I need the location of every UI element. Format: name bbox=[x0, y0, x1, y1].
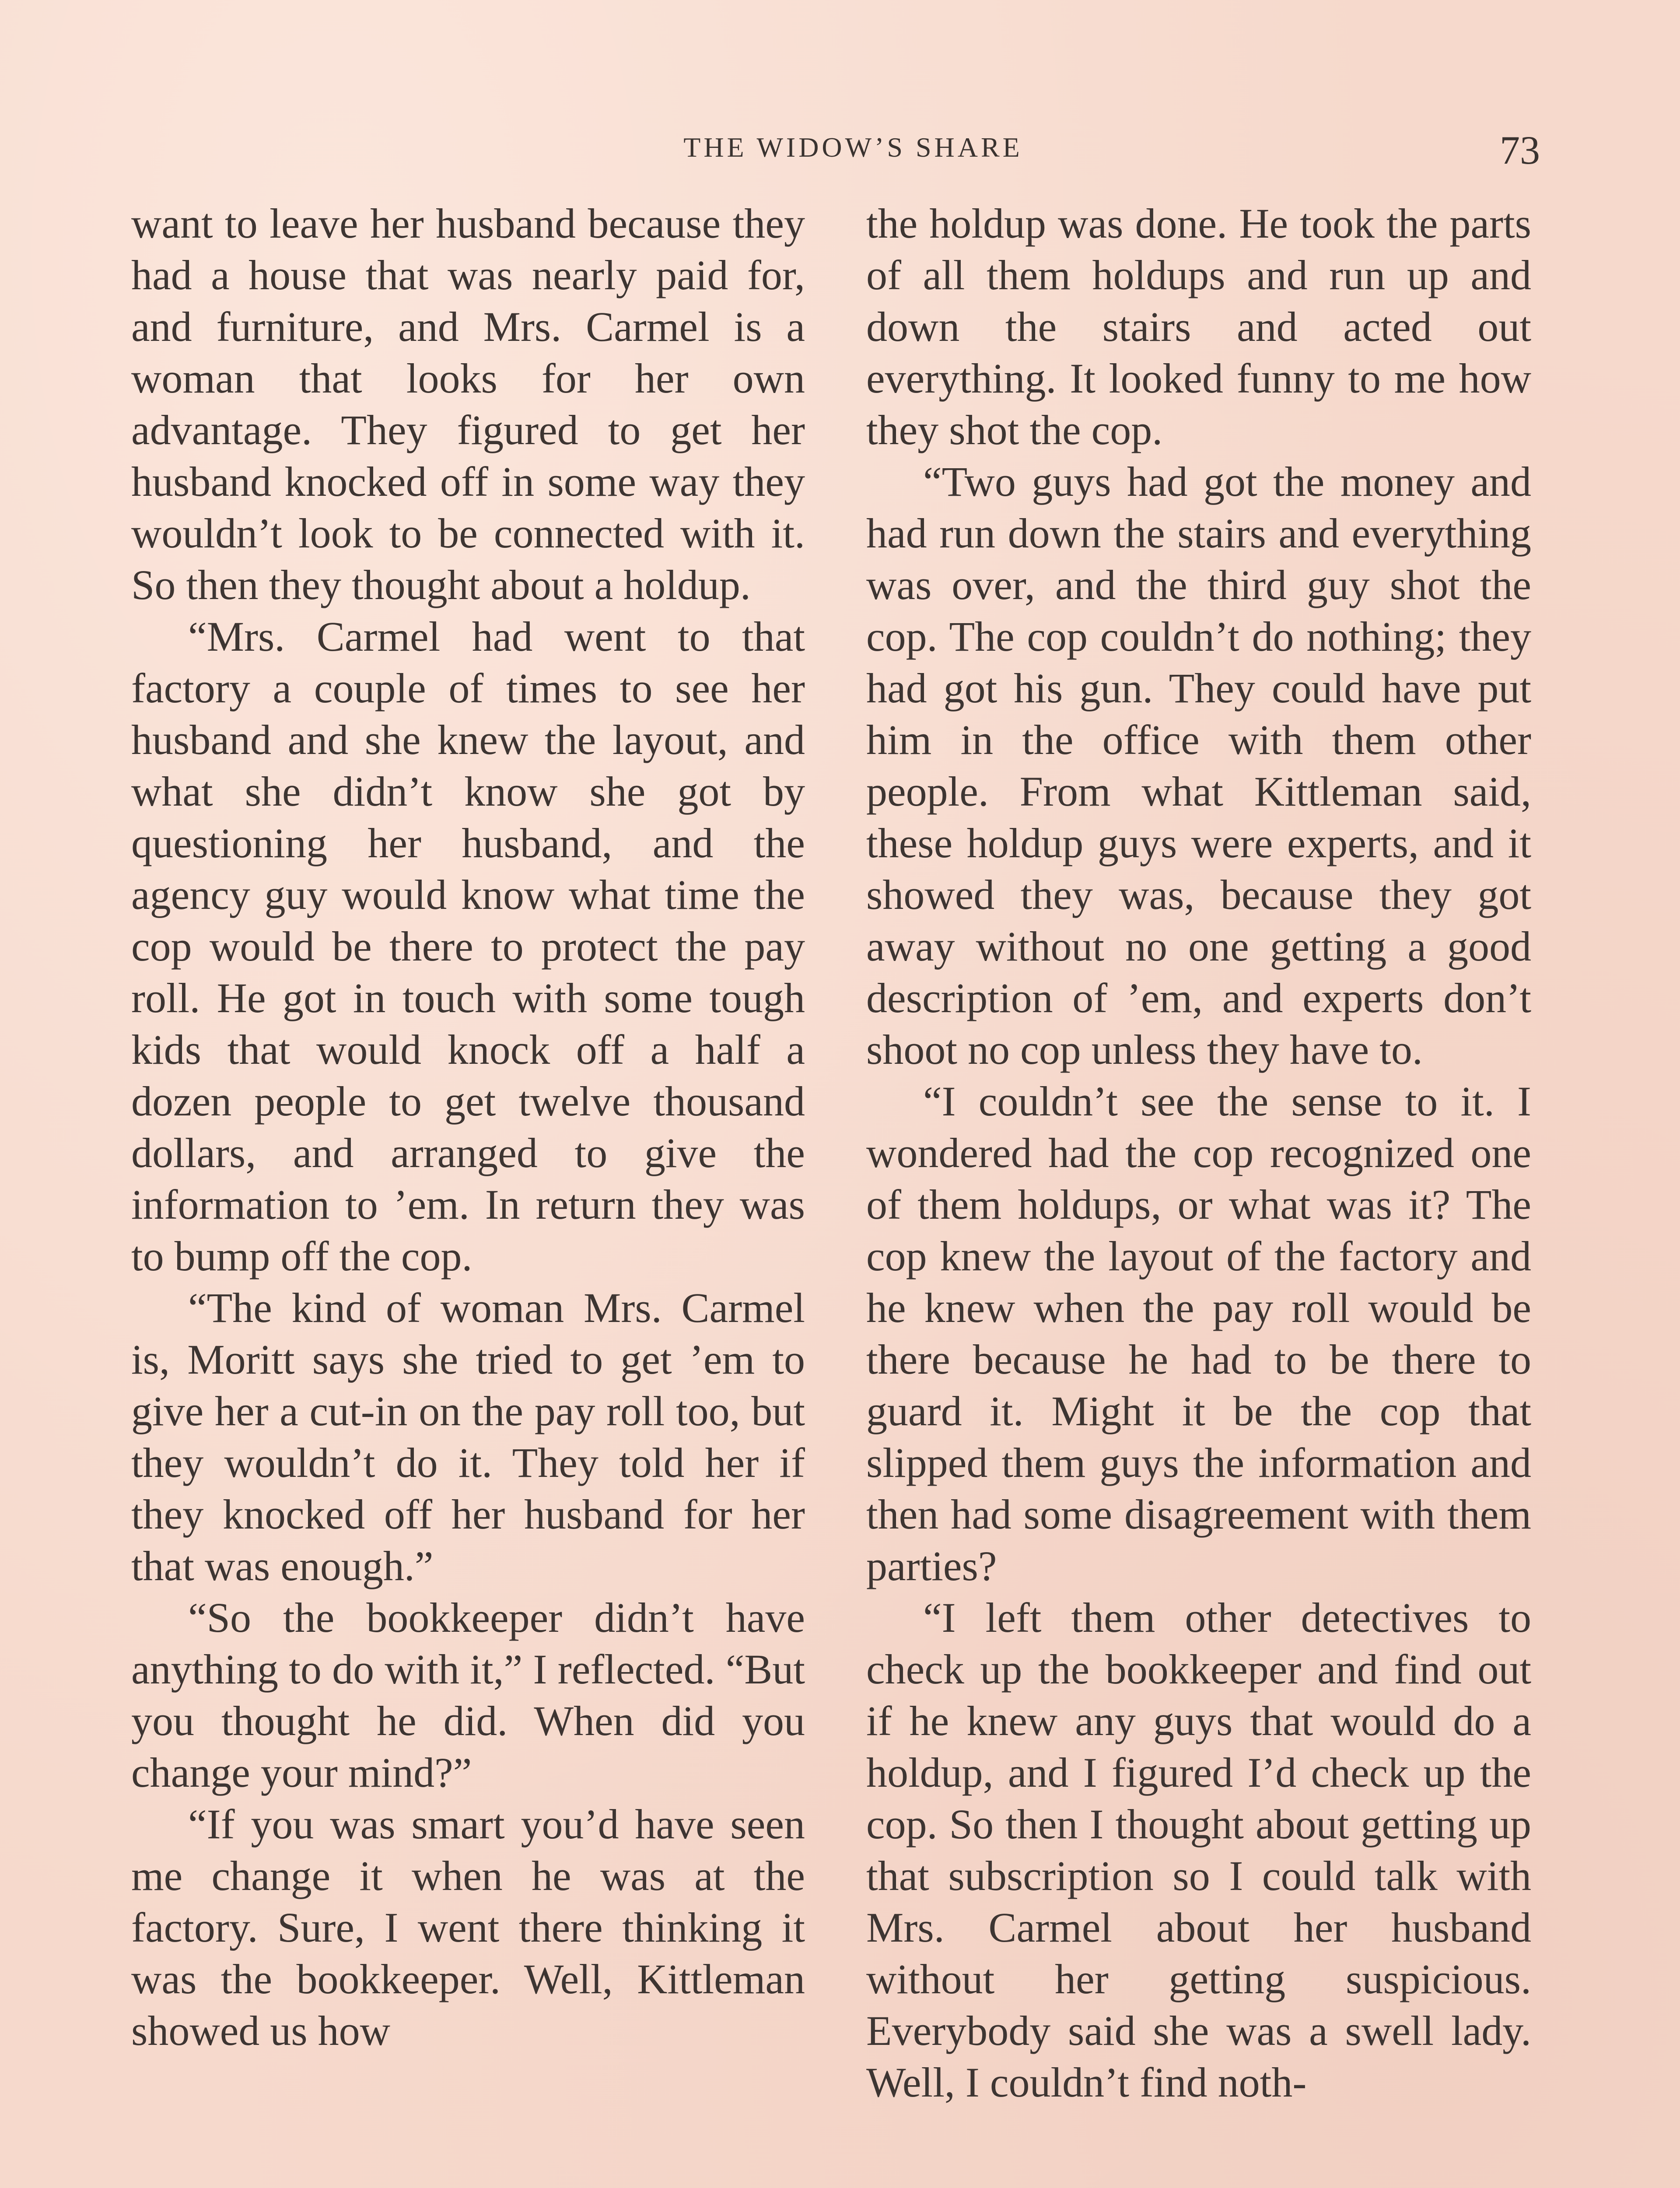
paragraph: “So the bookkeeper didn’t have anything to do with it,” I reflected. “But you thought he did. When did you change your mind?” bbox=[131, 1594, 805, 1796]
right-column bbox=[866, 198, 1531, 2108]
paragraph: want to leave her husband because they had a house that was nearly paid for, and furniture, and Mrs. Carmel is a woman that looks for her own advantage. They figured to get her husband knocked off in some way they wouldn’t look to be connected with it. So then they thought about a holdup. bbox=[131, 200, 805, 608]
page-number: 73 bbox=[1500, 128, 1540, 172]
paragraph: “Mrs. Carmel had went to that factory a couple of times to see her husband and she knew the layout, and what she didn’t know she got by questioning her husband, and the agency guy would know what time the cop would be there to protect the pay roll. He got in touch with some tough kids that would knock off a half a dozen people to get twelve thousand dollars, and arranged to give the information to ’em. In return they was to bump off the cop. bbox=[131, 613, 805, 1280]
paragraph: “If you was smart you’d have seen me change it when he was at the factory. Sure, I went there thinking it was the bookkeeper. Well, Kittleman showed us how bbox=[131, 1801, 805, 2054]
paragraph: “I couldn’t see the sense to it. I wondered had the cop recognized one of them holdups, or what was it? The cop knew the layout of the factory and he knew when the pay roll would be there because he had to be there to guard it. Might it be the cop that slipped them guys the information and then had some disagreement with them parties? bbox=[866, 1078, 1531, 1589]
paragraph: “I left them other detectives to check up the bookkeeper and find out if he knew any guys that would do a holdup, and I figured I’d check up the cop. So then I thought about getting up that subscription so I could talk with Mrs. Carmel about her husband without her getting suspicious. Everybody said she was a swell lady. Well, I couldn’t find noth- bbox=[866, 1594, 1531, 2106]
paragraph: “Two guys had got the money and had run down the stairs and everything was over, and the third guy shot the cop. The cop couldn’t do nothing; they had got his gun. They could have put him in the office with them other people. From what Kittleman said, these holdup guys were experts, and it showed they was, because they got away without no one getting a good description of ’em, and experts don’t shoot no cop unless they have to. bbox=[866, 458, 1531, 1073]
left-column bbox=[131, 198, 805, 2057]
running-title: THE WIDOW’S SHARE bbox=[683, 132, 1023, 163]
paragraph: “The kind of woman Mrs. Carmel is, Moritt says she tried to get ’em to give her a cut-in on the pay roll too, but they wouldn’t do it. They told her if they knocked off her husband for her that was enough.” bbox=[131, 1284, 805, 1589]
paragraph: the holdup was done. He took the parts of all them holdups and run up and down the stairs and acted out everything. It looked funny to me how they shot the cop. bbox=[866, 200, 1531, 453]
